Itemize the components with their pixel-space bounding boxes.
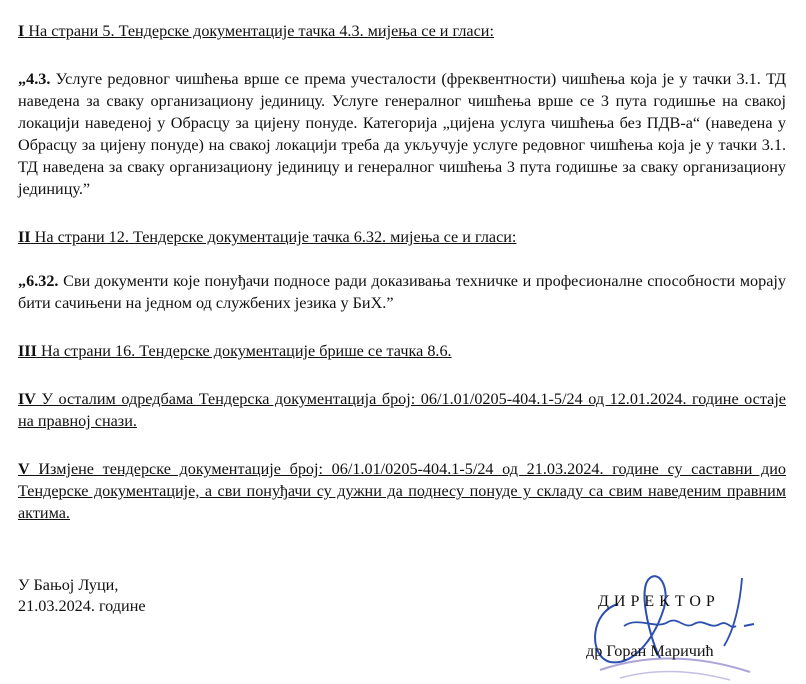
amendment-3-heading xyxy=(18,340,786,362)
amendment-1-heading-text: На страни 5. Тендерске документације тачка 4.3. мијења се и гласи: xyxy=(24,22,494,40)
amendment-2-number: II xyxy=(18,228,31,246)
amendment-2-clause-number: „6.32. xyxy=(18,272,59,290)
amendment-2-body-text: Сви документи које понуђачи подносе ради доказивања техничке и професионалне способности морају бити сачињени на једном од службених језика у БиХ.” xyxy=(18,272,786,312)
amendment-2-heading xyxy=(18,226,786,248)
amendment-1-body-text: Услуге редовног чишћења врше се према учесталости (фреквентности) чишћења која је у тачки 3.1. ТД наведена за сваку организациону јединицу. Услуге генералног чишћења врше се 3 пута годишње на свакој локацији наведеној у Обрасцу за цијену понуде. Категорија „цијена услуга чишћења без ПДВ-а“ (наведена у Обрасцу за цијену понуде) на свакој локацији треба да укључује услуге редовног чишћења која је у тачки 3.1. ТД наведена за сваку организациону јединицу и генералног чишћења 3 пута годишње за сваку организациону јединицу.” xyxy=(18,70,786,198)
director-title: ДИРЕКТОР xyxy=(598,593,720,610)
amendment-1-body xyxy=(18,68,786,200)
document-body xyxy=(18,20,786,524)
amendment-2-body xyxy=(18,270,786,314)
amendment-1-number: I xyxy=(18,22,25,40)
amendment-5-text: Измјене тендерске документације број: 06/1.01/0205-404.1-5/24 од 21.03.2024. године су саставни дио Тендерске документације, а сви понуђачи су дужни да поднесу понуде у складу са свим наведеним правним актима. xyxy=(18,460,786,522)
amendment-2-heading-text: На страни 12. Тендерске документације тачка 6.32. мијења се и гласи: xyxy=(30,228,517,246)
amendment-4-number: IV xyxy=(18,390,36,408)
amendment-1-heading xyxy=(18,20,786,42)
amendment-1-clause-number: „4.3. xyxy=(18,70,51,88)
amendment-5 xyxy=(18,458,786,524)
date-text: 21.03.2024. године xyxy=(18,597,146,615)
amendment-5-number: V xyxy=(18,460,30,478)
place-text: У Бањој Луци, xyxy=(18,576,119,594)
director-name: др Горан Маричић xyxy=(586,642,714,660)
amendment-4 xyxy=(18,388,786,432)
amendment-3-heading-text: На страни 16. Тендерске документације брише се тачка 8.6. xyxy=(36,342,452,360)
amendment-4-text: У осталим одредбама Тендерска документација број: 06/1.01/0205-404.1-5/24 од 12.01.2024. године остаје на правној снази. xyxy=(18,390,786,430)
signature-block xyxy=(560,560,806,684)
signature-and-stamp-icon xyxy=(560,560,806,684)
amendment-3-number: III xyxy=(18,342,37,360)
place-and-date xyxy=(18,575,146,617)
